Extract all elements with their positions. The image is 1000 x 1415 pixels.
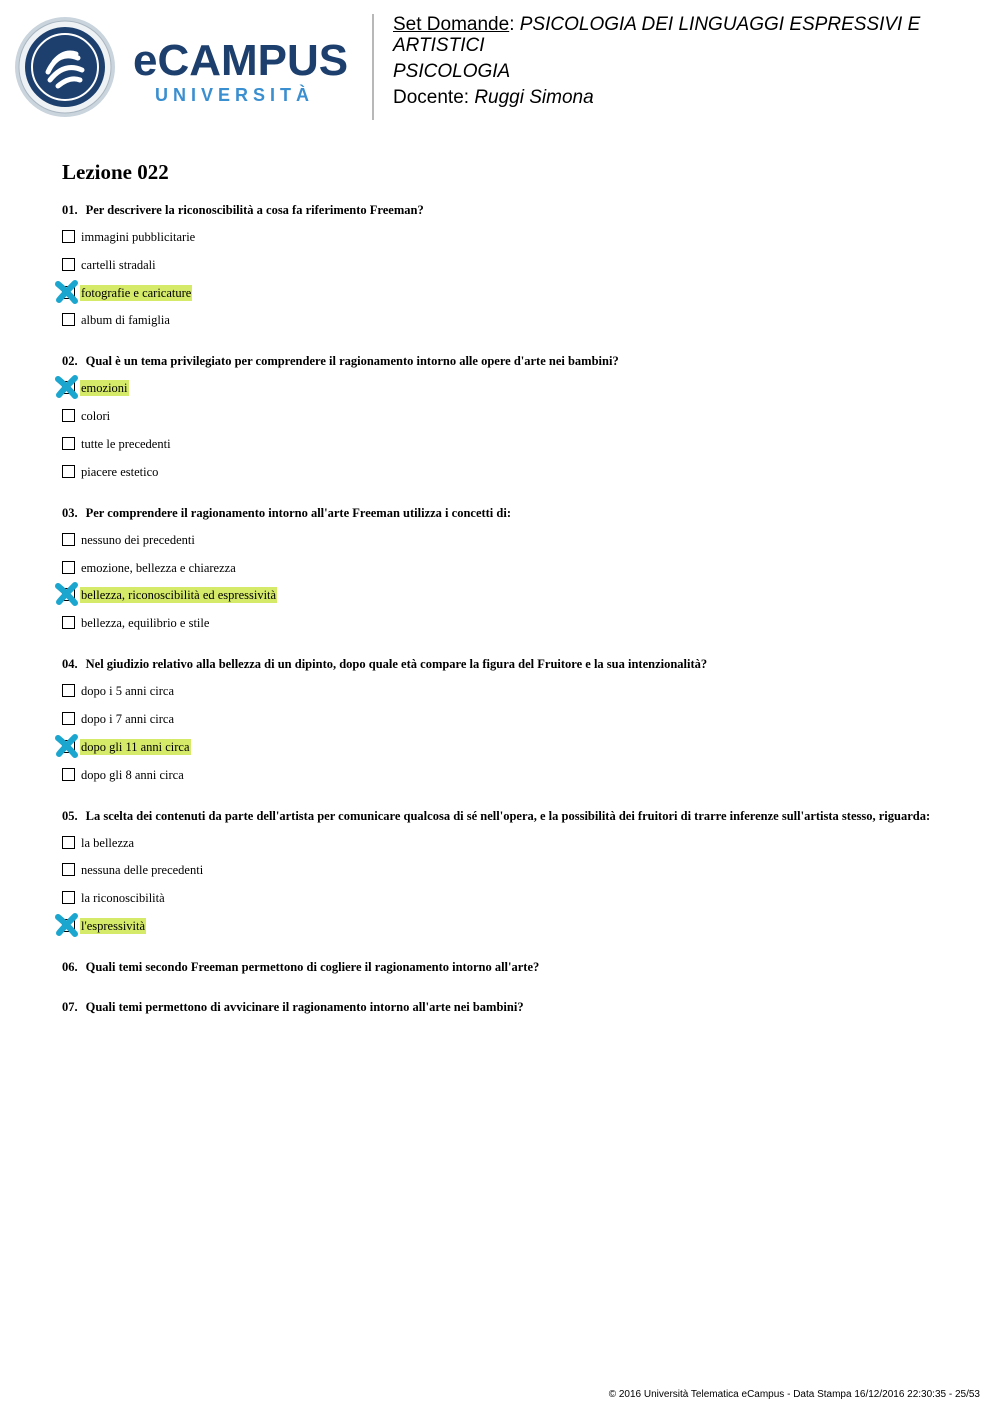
question-block — [62, 354, 942, 479]
header-divider — [372, 14, 374, 120]
teacher-label: Docente: — [393, 87, 470, 108]
answer-option[interactable] — [62, 835, 942, 851]
answer-checkbox[interactable] — [62, 437, 75, 450]
set-domande-label: Set Domande — [393, 14, 510, 35]
answer-checkbox[interactable] — [62, 409, 75, 422]
answer-label: l'espressività — [81, 918, 146, 933]
answer-checkbox[interactable] — [62, 863, 75, 876]
answer-option[interactable] — [62, 587, 942, 603]
answer-option[interactable] — [62, 408, 942, 424]
question-body: Quali temi secondo Freeman permettono di cogliere il ragionamento intorno all'arte? — [85, 959, 540, 974]
answer-label: colori — [81, 409, 111, 424]
answer-checkbox[interactable] — [62, 313, 75, 326]
teacher-row — [393, 87, 983, 108]
answer-option[interactable] — [62, 229, 942, 245]
answer-label: dopo i 5 anni circa — [81, 684, 175, 699]
question-text — [62, 506, 942, 520]
question-number: 05. — [62, 808, 78, 823]
answer-label: bellezza, equilibrio e stile — [81, 616, 210, 631]
question-block — [62, 1000, 942, 1014]
question-number: 07. — [62, 999, 78, 1014]
answer-option[interactable] — [62, 767, 942, 783]
question-text — [62, 1000, 942, 1014]
answer-label: tutte le precedenti — [81, 436, 171, 451]
answer-checkbox[interactable] — [62, 684, 75, 697]
answer-checkbox[interactable] — [62, 712, 75, 725]
question-number: 03. — [62, 505, 78, 520]
set-domande-value: PSICOLOGIA DEI LINGUAGGI ESPRESSIVI E ARTISTICI — [393, 14, 921, 56]
answer-label: dopo i 7 anni circa — [81, 711, 175, 726]
ecampus-seal-logo — [14, 16, 116, 118]
question-number: 01. — [62, 203, 78, 217]
answer-label: dopo gli 8 anni circa — [81, 767, 184, 782]
logo-sub-text: UNIVERSITÀ — [155, 85, 315, 105]
selected-check-mark-icon — [53, 373, 81, 401]
answer-label: cartelli stradali — [81, 257, 156, 272]
answer-checkbox[interactable] — [62, 891, 75, 904]
question-body: La scelta dei contenuti da parte dell'artista per comunicare qualcosa di sé nell'opera, e la possibilità dei fruitori di trarre inferenze sull'artista stesso, riguarda: — [85, 808, 931, 823]
answer-checkbox[interactable] — [62, 836, 75, 849]
answer-option[interactable] — [62, 380, 942, 396]
answer-option[interactable] — [62, 615, 942, 631]
question-text — [62, 809, 942, 823]
question-number: 02. — [62, 354, 78, 369]
header-info — [393, 14, 983, 113]
answer-option[interactable] — [62, 285, 942, 301]
question-block — [62, 809, 942, 934]
question-body: Qual è un tema privilegiato per comprendere il ragionamento intorno alle opere d'arte nei bambini? — [85, 354, 619, 369]
course-name: PSICOLOGIA — [393, 61, 511, 82]
question-block — [62, 657, 942, 782]
answer-checkbox[interactable] — [62, 616, 75, 629]
selected-check-mark-icon — [53, 580, 81, 608]
answer-option[interactable] — [62, 312, 942, 328]
answer-label: album di famiglia — [81, 313, 170, 328]
answer-checkbox[interactable] — [62, 465, 75, 478]
answer-label: fotografie e caricature — [81, 285, 192, 300]
answer-option[interactable] — [62, 560, 942, 576]
answer-label: bellezza, riconoscibilità ed espressività — [81, 588, 277, 603]
answer-checkbox[interactable] — [62, 768, 75, 781]
selected-check-mark-icon — [53, 278, 81, 306]
question-block — [62, 960, 942, 974]
question-body: Quali temi permettono di avvicinare il ragionamento intorno all'arte nei bambini? — [85, 999, 524, 1014]
question-text — [62, 354, 942, 368]
question-number: 04. — [62, 657, 78, 672]
answer-option[interactable] — [62, 532, 942, 548]
answer-label: emozione, bellezza e chiarezza — [81, 560, 236, 575]
answer-label: dopo gli 11 anni circa — [81, 739, 190, 754]
page-footer: © 2016 Università Telematica eCampus - Data Stampa 16/12/2016 22:30:35 - 25/53 — [608, 1389, 980, 1400]
lesson-title: Lezione 022 — [62, 160, 169, 184]
answer-label: immagini pubblicitarie — [81, 230, 196, 244]
answer-label: nessuno dei precedenti — [81, 532, 195, 547]
question-body: Per descrivere la riconoscibilità a cosa fa riferimento Freeman? — [85, 203, 424, 217]
answer-checkbox[interactable] — [62, 230, 75, 243]
logo-brand-text: eCAMPUS — [133, 36, 349, 85]
answer-checkbox[interactable] — [62, 561, 75, 574]
answer-checkbox[interactable] — [62, 533, 75, 546]
question-block — [62, 203, 942, 328]
selected-check-mark-icon — [53, 911, 81, 939]
selected-check-mark-icon — [53, 732, 81, 760]
answer-label: la riconoscibilità — [81, 891, 165, 906]
teacher-name: Ruggi Simona — [474, 87, 594, 108]
question-body: Per comprendere il ragionamento intorno all'arte Freeman utilizza i concetti di: — [85, 505, 511, 520]
question-block — [62, 506, 942, 631]
answer-option[interactable] — [62, 257, 942, 273]
answer-label: emozioni — [81, 381, 128, 396]
set-domande-row — [393, 14, 983, 56]
question-text — [62, 203, 942, 217]
question-list — [62, 203, 942, 1040]
question-body: Nel giudizio relativo alla bellezza di un dipinto, dopo quale età compare la figura del Fruitore e la sua intenzionalità? — [85, 657, 708, 672]
answer-option[interactable] — [62, 918, 942, 934]
answer-option[interactable] — [62, 436, 942, 452]
ecampus-wordmark — [133, 38, 358, 106]
answer-option[interactable] — [62, 739, 942, 755]
question-number: 06. — [62, 959, 78, 974]
answer-option[interactable] — [62, 683, 942, 699]
question-text — [62, 657, 942, 671]
set-domande-sep: : — [509, 14, 515, 35]
answer-option[interactable] — [62, 711, 942, 727]
answer-label: piacere estetico — [81, 464, 159, 479]
answer-label: la bellezza — [81, 835, 135, 850]
answer-option[interactable] — [62, 464, 942, 480]
answer-option[interactable] — [62, 890, 942, 906]
question-text — [62, 960, 942, 974]
answer-checkbox[interactable] — [62, 258, 75, 271]
answer-label: nessuna delle precedenti — [81, 863, 204, 878]
answer-option[interactable] — [62, 862, 942, 878]
